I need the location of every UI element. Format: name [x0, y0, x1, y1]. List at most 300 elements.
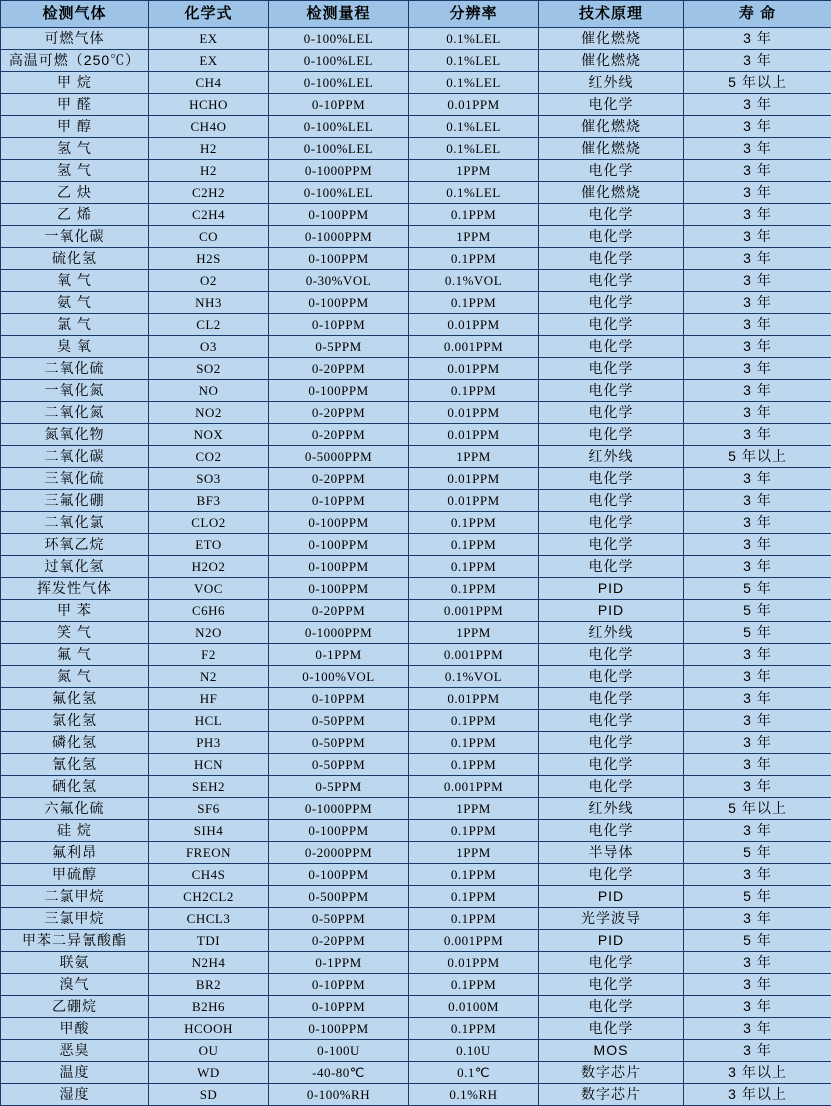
cell-lifetime: 3 年: [684, 666, 831, 688]
header-row: [1, 1, 831, 28]
cell-range: 0-10PPM: [269, 490, 409, 512]
cell-resolution: 0.001PPM: [409, 600, 539, 622]
table-row: [1, 908, 831, 930]
table-row: [1, 204, 831, 226]
cell-principle: 电化学: [539, 490, 684, 512]
cell-range: 0-10PPM: [269, 688, 409, 710]
cell-gas: 溴气: [1, 974, 149, 996]
cell-principle: 催化燃烧: [539, 138, 684, 160]
column-header-formula: 化学式: [149, 1, 269, 28]
table-row: [1, 182, 831, 204]
cell-lifetime: 3 年: [684, 314, 831, 336]
table-row: [1, 644, 831, 666]
cell-resolution: 0.001PPM: [409, 930, 539, 952]
cell-formula: CH4: [149, 72, 269, 94]
table-row: [1, 512, 831, 534]
cell-range: 0-100%LEL: [269, 116, 409, 138]
cell-gas: 氢 气: [1, 160, 149, 182]
cell-range: 0-100U: [269, 1040, 409, 1062]
cell-lifetime: 3 年: [684, 468, 831, 490]
cell-gas: 甲 烷: [1, 72, 149, 94]
cell-principle: 电化学: [539, 710, 684, 732]
cell-formula: O2: [149, 270, 269, 292]
cell-formula: OU: [149, 1040, 269, 1062]
cell-gas: 氢 气: [1, 138, 149, 160]
cell-range: 0-1PPM: [269, 644, 409, 666]
table-row: [1, 50, 831, 72]
cell-range: 0-100PPM: [269, 556, 409, 578]
cell-formula: H2S: [149, 248, 269, 270]
cell-range: 0-100PPM: [269, 1018, 409, 1040]
cell-range: 0-50PPM: [269, 754, 409, 776]
cell-principle: 电化学: [539, 468, 684, 490]
cell-gas: 二氧化硫: [1, 358, 149, 380]
cell-resolution: 0.1PPM: [409, 820, 539, 842]
cell-gas: 氨 气: [1, 292, 149, 314]
cell-resolution: 0.01PPM: [409, 94, 539, 116]
table-row: [1, 666, 831, 688]
cell-range: 0-100%VOL: [269, 666, 409, 688]
cell-lifetime: 5 年: [684, 886, 831, 908]
cell-lifetime: 3 年: [684, 226, 831, 248]
table-row: [1, 820, 831, 842]
cell-range: 0-20PPM: [269, 600, 409, 622]
cell-lifetime: 3 年: [684, 402, 831, 424]
cell-resolution: 0.1PPM: [409, 292, 539, 314]
cell-lifetime: 3 年: [684, 732, 831, 754]
cell-principle: 数字芯片: [539, 1062, 684, 1084]
cell-lifetime: 3 年: [684, 556, 831, 578]
cell-principle: 催化燃烧: [539, 50, 684, 72]
cell-range: 0-100%LEL: [269, 72, 409, 94]
table-row: [1, 160, 831, 182]
cell-formula: SD: [149, 1084, 269, 1106]
cell-resolution: 1PPM: [409, 446, 539, 468]
cell-formula: VOC: [149, 578, 269, 600]
cell-lifetime: 3 年: [684, 754, 831, 776]
cell-lifetime: 3 年: [684, 688, 831, 710]
cell-range: -40-80℃: [269, 1062, 409, 1084]
cell-range: 0-50PPM: [269, 732, 409, 754]
cell-resolution: 0.1PPM: [409, 732, 539, 754]
cell-resolution: 0.1PPM: [409, 512, 539, 534]
cell-gas: 环氧乙烷: [1, 534, 149, 556]
table-row: [1, 974, 831, 996]
cell-range: 0-100PPM: [269, 534, 409, 556]
table-header: [1, 1, 831, 28]
cell-principle: 电化学: [539, 732, 684, 754]
table-row: [1, 402, 831, 424]
cell-principle: MOS: [539, 1040, 684, 1062]
cell-formula: CL2: [149, 314, 269, 336]
cell-lifetime: 3 年: [684, 490, 831, 512]
cell-range: 0-100%LEL: [269, 28, 409, 50]
cell-range: 0-100%RH: [269, 1084, 409, 1106]
cell-lifetime: 3 年: [684, 182, 831, 204]
column-header-resolution: 分辨率: [409, 1, 539, 28]
table-row: [1, 116, 831, 138]
cell-range: 0-10PPM: [269, 996, 409, 1018]
table-row: [1, 336, 831, 358]
cell-formula: N2O: [149, 622, 269, 644]
cell-principle: 催化燃烧: [539, 182, 684, 204]
cell-formula: H2: [149, 138, 269, 160]
table-row: [1, 248, 831, 270]
cell-resolution: 1PPM: [409, 798, 539, 820]
cell-principle: 电化学: [539, 424, 684, 446]
table-row: [1, 732, 831, 754]
cell-formula: HCOOH: [149, 1018, 269, 1040]
cell-formula: EX: [149, 50, 269, 72]
table-row: [1, 314, 831, 336]
cell-formula: NO: [149, 380, 269, 402]
cell-formula: N2: [149, 666, 269, 688]
cell-formula: C2H2: [149, 182, 269, 204]
cell-formula: CHCL3: [149, 908, 269, 930]
cell-resolution: 0.01PPM: [409, 402, 539, 424]
cell-principle: 数字芯片: [539, 1084, 684, 1106]
cell-gas: 三氧化硫: [1, 468, 149, 490]
cell-formula: SIH4: [149, 820, 269, 842]
table-row: [1, 864, 831, 886]
cell-formula: CO2: [149, 446, 269, 468]
cell-lifetime: 3 年: [684, 138, 831, 160]
cell-lifetime: 3 年: [684, 358, 831, 380]
cell-resolution: 0.01PPM: [409, 358, 539, 380]
cell-lifetime: 3 年: [684, 908, 831, 930]
cell-range: 0-20PPM: [269, 358, 409, 380]
cell-formula: ETO: [149, 534, 269, 556]
cell-gas: 联氨: [1, 952, 149, 974]
cell-lifetime: 3 年: [684, 336, 831, 358]
cell-resolution: 0.01PPM: [409, 468, 539, 490]
cell-principle: 电化学: [539, 94, 684, 116]
cell-gas: 乙 烯: [1, 204, 149, 226]
cell-range: 0-20PPM: [269, 930, 409, 952]
cell-gas: 高温可燃（250℃）: [1, 50, 149, 72]
cell-resolution: 0.1PPM: [409, 204, 539, 226]
cell-range: 0-50PPM: [269, 908, 409, 930]
cell-gas: 氧 气: [1, 270, 149, 292]
table-row: [1, 996, 831, 1018]
table-row: [1, 952, 831, 974]
cell-gas: 一氧化氮: [1, 380, 149, 402]
cell-formula: C6H6: [149, 600, 269, 622]
cell-lifetime: 3 年: [684, 270, 831, 292]
cell-formula: PH3: [149, 732, 269, 754]
table-row: [1, 1018, 831, 1040]
cell-gas: 六氟化硫: [1, 798, 149, 820]
cell-principle: 红外线: [539, 798, 684, 820]
cell-formula: NH3: [149, 292, 269, 314]
cell-principle: 电化学: [539, 754, 684, 776]
cell-formula: HCL: [149, 710, 269, 732]
cell-resolution: 0.1℃: [409, 1062, 539, 1084]
cell-lifetime: 3 年: [684, 28, 831, 50]
table-row: [1, 556, 831, 578]
cell-range: 0-100PPM: [269, 204, 409, 226]
table-row: [1, 600, 831, 622]
cell-resolution: 0.1%VOL: [409, 270, 539, 292]
cell-formula: H2O2: [149, 556, 269, 578]
cell-resolution: 0.1PPM: [409, 1018, 539, 1040]
table-row: [1, 270, 831, 292]
cell-formula: EX: [149, 28, 269, 50]
cell-lifetime: 3 年: [684, 1040, 831, 1062]
cell-gas: 三氯甲烷: [1, 908, 149, 930]
cell-principle: 电化学: [539, 820, 684, 842]
cell-resolution: 0.1%VOL: [409, 666, 539, 688]
cell-resolution: 0.01PPM: [409, 688, 539, 710]
cell-principle: 电化学: [539, 292, 684, 314]
cell-resolution: 0.1PPM: [409, 864, 539, 886]
cell-formula: H2: [149, 160, 269, 182]
cell-range: 0-1000PPM: [269, 226, 409, 248]
cell-resolution: 0.1%LEL: [409, 116, 539, 138]
cell-formula: CH2CL2: [149, 886, 269, 908]
cell-lifetime: 3 年: [684, 1018, 831, 1040]
cell-formula: HF: [149, 688, 269, 710]
cell-range: 0-1PPM: [269, 952, 409, 974]
cell-resolution: 0.1%LEL: [409, 72, 539, 94]
table-row: [1, 424, 831, 446]
cell-formula: CLO2: [149, 512, 269, 534]
cell-formula: NO2: [149, 402, 269, 424]
cell-resolution: 0.1PPM: [409, 754, 539, 776]
cell-principle: 电化学: [539, 226, 684, 248]
cell-range: 0-5PPM: [269, 336, 409, 358]
cell-principle: 红外线: [539, 72, 684, 94]
cell-range: 0-100PPM: [269, 512, 409, 534]
cell-resolution: 0.1PPM: [409, 578, 539, 600]
cell-principle: 电化学: [539, 776, 684, 798]
cell-gas: 三氟化硼: [1, 490, 149, 512]
table-row: [1, 754, 831, 776]
cell-resolution: 0.1%LEL: [409, 138, 539, 160]
cell-lifetime: 3 年: [684, 864, 831, 886]
cell-gas: 氟 气: [1, 644, 149, 666]
cell-lifetime: 3 年: [684, 160, 831, 182]
cell-gas: 氟化氢: [1, 688, 149, 710]
cell-lifetime: 3 年: [684, 952, 831, 974]
cell-range: 0-100%LEL: [269, 138, 409, 160]
table-row: [1, 72, 831, 94]
cell-resolution: 0.1PPM: [409, 886, 539, 908]
column-header-lifetime: 寿 命: [684, 1, 831, 28]
cell-gas: 过氧化氢: [1, 556, 149, 578]
cell-resolution: 1PPM: [409, 160, 539, 182]
cell-formula: CO: [149, 226, 269, 248]
cell-lifetime: 5 年: [684, 622, 831, 644]
cell-range: 0-1000PPM: [269, 622, 409, 644]
cell-formula: CH4O: [149, 116, 269, 138]
column-header-principle: 技术原理: [539, 1, 684, 28]
table-row: [1, 138, 831, 160]
cell-resolution: 0.1PPM: [409, 248, 539, 270]
table-row: [1, 688, 831, 710]
cell-gas: 甲 醛: [1, 94, 149, 116]
cell-principle: 红外线: [539, 622, 684, 644]
cell-principle: 电化学: [539, 666, 684, 688]
cell-principle: PID: [539, 578, 684, 600]
cell-resolution: 1PPM: [409, 622, 539, 644]
cell-formula: WD: [149, 1062, 269, 1084]
cell-range: 0-100PPM: [269, 820, 409, 842]
table-row: [1, 292, 831, 314]
cell-gas: 甲硫醇: [1, 864, 149, 886]
cell-lifetime: 3 年: [684, 820, 831, 842]
cell-gas: 氮 气: [1, 666, 149, 688]
cell-range: 0-10PPM: [269, 314, 409, 336]
cell-principle: 半导体: [539, 842, 684, 864]
cell-gas: 二氧化氮: [1, 402, 149, 424]
cell-gas: 甲酸: [1, 1018, 149, 1040]
cell-resolution: 0.001PPM: [409, 644, 539, 666]
cell-lifetime: 3 年: [684, 776, 831, 798]
cell-formula: BF3: [149, 490, 269, 512]
cell-range: 0-5PPM: [269, 776, 409, 798]
cell-principle: 电化学: [539, 974, 684, 996]
cell-principle: 电化学: [539, 358, 684, 380]
cell-principle: 电化学: [539, 996, 684, 1018]
cell-lifetime: 3 年: [684, 512, 831, 534]
cell-formula: HCHO: [149, 94, 269, 116]
table-row: [1, 490, 831, 512]
cell-gas: 氮氧化物: [1, 424, 149, 446]
cell-gas: 甲 醇: [1, 116, 149, 138]
cell-formula: B2H6: [149, 996, 269, 1018]
table-row: [1, 842, 831, 864]
cell-formula: SO2: [149, 358, 269, 380]
cell-formula: O3: [149, 336, 269, 358]
cell-lifetime: 3 年: [684, 996, 831, 1018]
cell-principle: 电化学: [539, 864, 684, 886]
cell-range: 0-20PPM: [269, 424, 409, 446]
cell-lifetime: 3 年以上: [684, 1084, 831, 1106]
cell-principle: PID: [539, 930, 684, 952]
cell-formula: C2H4: [149, 204, 269, 226]
cell-resolution: 0.001PPM: [409, 336, 539, 358]
cell-range: 0-1000PPM: [269, 798, 409, 820]
cell-resolution: 0.1%RH: [409, 1084, 539, 1106]
column-header-range: 检测量程: [269, 1, 409, 28]
cell-principle: PID: [539, 600, 684, 622]
cell-gas: 乙硼烷: [1, 996, 149, 1018]
cell-lifetime: 3 年: [684, 94, 831, 116]
cell-lifetime: 5 年: [684, 930, 831, 952]
cell-formula: BR2: [149, 974, 269, 996]
cell-lifetime: 3 年: [684, 644, 831, 666]
cell-formula: F2: [149, 644, 269, 666]
cell-resolution: 0.1%LEL: [409, 28, 539, 50]
table-row: [1, 1084, 831, 1106]
cell-resolution: 0.1PPM: [409, 380, 539, 402]
cell-lifetime: 3 年以上: [684, 1062, 831, 1084]
cell-lifetime: 3 年: [684, 292, 831, 314]
cell-lifetime: 5 年: [684, 600, 831, 622]
table-row: [1, 358, 831, 380]
cell-formula: FREON: [149, 842, 269, 864]
cell-principle: 光学波导: [539, 908, 684, 930]
cell-range: 0-1000PPM: [269, 160, 409, 182]
cell-principle: 电化学: [539, 248, 684, 270]
cell-formula: SEH2: [149, 776, 269, 798]
cell-gas: 硫化氢: [1, 248, 149, 270]
cell-range: 0-100%LEL: [269, 182, 409, 204]
cell-lifetime: 3 年: [684, 974, 831, 996]
cell-resolution: 1PPM: [409, 226, 539, 248]
cell-principle: 电化学: [539, 336, 684, 358]
cell-principle: 电化学: [539, 270, 684, 292]
cell-lifetime: 5 年: [684, 842, 831, 864]
cell-gas: 挥发性气体: [1, 578, 149, 600]
cell-resolution: 0.1PPM: [409, 908, 539, 930]
cell-range: 0-30%VOL: [269, 270, 409, 292]
cell-range: 0-100PPM: [269, 864, 409, 886]
cell-gas: 臭 氧: [1, 336, 149, 358]
cell-gas: 氰化氢: [1, 754, 149, 776]
cell-resolution: 0.1%LEL: [409, 182, 539, 204]
cell-resolution: 0.01PPM: [409, 314, 539, 336]
cell-principle: 电化学: [539, 1018, 684, 1040]
cell-range: 0-2000PPM: [269, 842, 409, 864]
cell-gas: 氯 气: [1, 314, 149, 336]
cell-range: 0-100%LEL: [269, 50, 409, 72]
table-row: [1, 930, 831, 952]
cell-principle: 电化学: [539, 204, 684, 226]
cell-gas: 一氧化碳: [1, 226, 149, 248]
table-body: [1, 28, 831, 1106]
cell-resolution: 0.01PPM: [409, 952, 539, 974]
cell-lifetime: 5 年: [684, 578, 831, 600]
cell-range: 0-100PPM: [269, 248, 409, 270]
cell-lifetime: 5 年以上: [684, 446, 831, 468]
cell-range: 0-20PPM: [269, 402, 409, 424]
cell-resolution: 0.0100M: [409, 996, 539, 1018]
cell-formula: HCN: [149, 754, 269, 776]
table-row: [1, 226, 831, 248]
cell-lifetime: 3 年: [684, 424, 831, 446]
cell-gas: 湿度: [1, 1084, 149, 1106]
cell-lifetime: 3 年: [684, 380, 831, 402]
cell-formula: NOX: [149, 424, 269, 446]
cell-range: 0-50PPM: [269, 710, 409, 732]
cell-range: 0-100PPM: [269, 292, 409, 314]
cell-resolution: 0.1PPM: [409, 556, 539, 578]
cell-principle: 电化学: [539, 160, 684, 182]
cell-gas: 氟利昂: [1, 842, 149, 864]
table-row: [1, 380, 831, 402]
cell-lifetime: 3 年: [684, 50, 831, 72]
cell-range: 0-100PPM: [269, 578, 409, 600]
cell-lifetime: 5 年以上: [684, 72, 831, 94]
cell-gas: 硅 烷: [1, 820, 149, 842]
table-row: [1, 886, 831, 908]
cell-gas: 乙 炔: [1, 182, 149, 204]
cell-principle: PID: [539, 886, 684, 908]
cell-principle: 电化学: [539, 688, 684, 710]
cell-resolution: 0.001PPM: [409, 776, 539, 798]
cell-resolution: 0.1PPM: [409, 534, 539, 556]
cell-lifetime: 5 年以上: [684, 798, 831, 820]
table-row: [1, 622, 831, 644]
cell-gas: 甲 苯: [1, 600, 149, 622]
cell-lifetime: 3 年: [684, 204, 831, 226]
table-row: [1, 1040, 831, 1062]
table-row: [1, 1062, 831, 1084]
column-header-gas: 检测气体: [1, 1, 149, 28]
cell-principle: 电化学: [539, 402, 684, 424]
